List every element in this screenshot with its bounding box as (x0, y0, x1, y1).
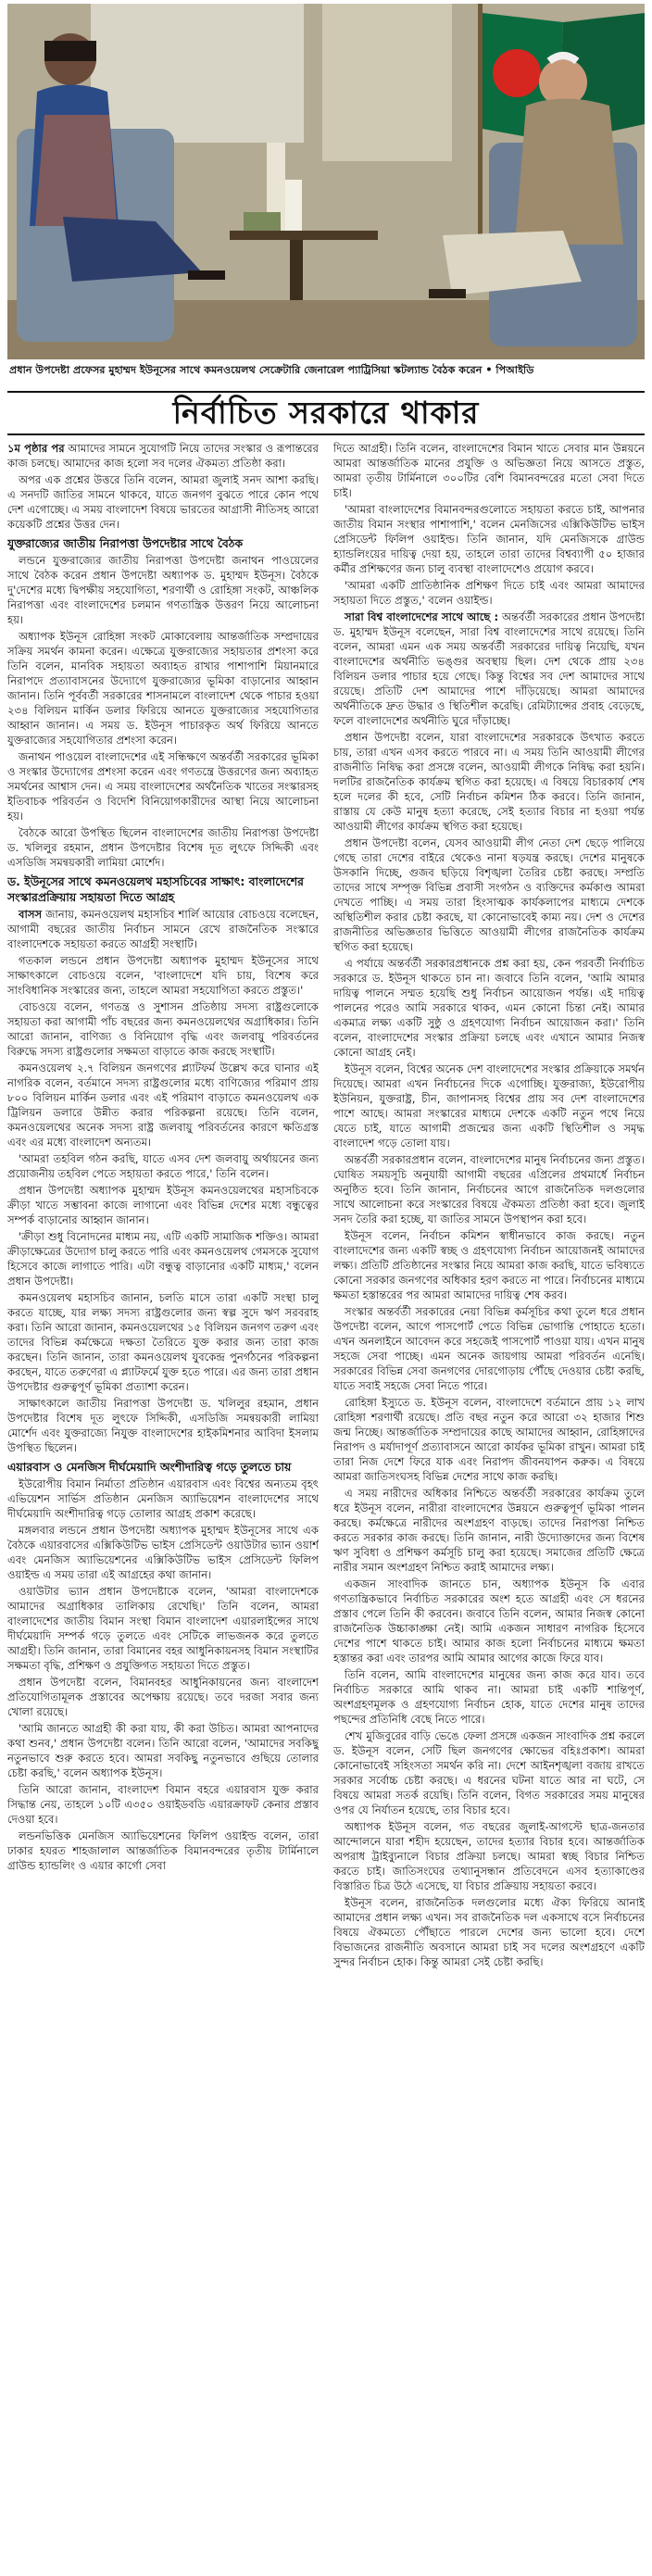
article-paragraph (7, 441, 319, 471)
paragraph-text: দিতে আগ্রহী। তিনি বলেন, বাংলাদেশের বিমান খাতে সেবার মান উন্নয়নে আমরা আন্তর্জাতিক মানের প্রযুক্তি ও অভিজ্ঞতা নিয়ে আসতে প্রস্তুত, আমরা তৃতীয় টার্মিনালে ৩০০টির বেশি বিমানবন্দরের মতো সেবা দিতে চাই। (333, 442, 645, 499)
paragraph-text: প্রধান উপদেষ্টা অধ্যাপক মুহাম্মদ ইউনূস কমনওয়েলথের মহাসচিবকে ক্রীড়া খাতে সম্ভাবনা কাজে লাগানো এবং বিভিন্ন দেশের মধ্যে বন্ধুত্বের সম্পর্ক বাড়ানোর আহ্বান জানান। (7, 1184, 319, 1226)
article-paragraph (333, 1062, 645, 1150)
article-paragraph (333, 578, 645, 608)
paragraph-text: মঙ্গলবার লন্ডনে প্রধান উপদেষ্টা অধ্যাপক মুহাম্মদ ইউনূসের সাথে এক বৈঠকে এয়ারবাসের এক্সিকিউটিভ ভাইস প্রেসিডেন্ট ওয়াউটার ভ্যান ওয়ার্শ এবং মেনজিস অ্যাভিয়েশনের এক্সিকিউটিভ ভাইস প্রেসিডেন্ট ফিলিপ ওয়াইল্ড এ সময় তারা এই আগ্রহের কথা জানান। (7, 1524, 319, 1581)
article-paragraph (333, 1819, 645, 1893)
article-paragraph (7, 1151, 319, 1181)
photo-caption: প্রধান উপদেষ্টা প্রফেসর মুহাম্মদ ইউনূসের সাথে কমনওয়েলথ সেক্রেটারি জেনারেল প্যাট্রিসিয়া স্কটল্যান্ড বৈঠক করেন • পিআইডি (9, 364, 534, 376)
paragraph-text: প্রধান উপদেষ্টা বলেন, বিমানবহর আধুনিকায়নের জন্য বাংলাদেশ প্রতিযোগিতামূলক প্রস্তাবের অপেক্ষায় রয়েছে। তবে দরজা সবার জন্য খোলা রয়েছে। (7, 1676, 319, 1718)
paragraph-text: 'ক্রীড়া শুধু বিনোদনের মাধ্যম নয়, এটি একটি সামাজিক শক্তিও। আমরা ক্রীড়াক্ষেত্রের উদ্যোগ চালু করতে পারি এবং কমনওয়েলথ গেমসকে সুযোগ হিসেবে কাজে লাগাতে পারি। এটা বন্ধুত্ব বাড়ানোর একটি মাধ্যম,' বলেন প্রধান উপদেষ্টা। (7, 1230, 319, 1288)
article-paragraph (7, 629, 319, 748)
headline-block (7, 391, 645, 435)
article-column-left (7, 441, 319, 2568)
article-paragraph (333, 956, 645, 1060)
paragraph-text: তিনি বলেন, আমি বাংলাদেশের মানুষের জন্য কাজ করে যাব। তবে নির্বাচিত সরকারে আমি থাকব না। আমরা চাই একটি শান্তিপূর্ণ, অংশগ্রহণমূলক ও গ্রহণযোগ্য নির্বাচন হোক, যাতে দেশের মানুষ তাদের পছন্দের প্রতিনিধি বেছে নিতে পারে। (333, 1668, 645, 1726)
article-paragraph (7, 1675, 319, 1719)
paragraph-text: জনাথন পাওয়েল বাংলাদেশের এই সন্ধিক্ষণে অন্তর্বর্তী সরকারের ভূমিকা ও সংস্কার উদ্যোগের প্রশংসা করেন এবং গণতন্ত্রে উত্তরণের জন্য অব্যাহত সমর্থনের আশ্বাস দেন। এ সময় বাংলাদেশের অর্থনৈতিক খাতের সংস্কারসহ ইতিবাচক পরিবর্তন ও বিদেশি বিনিয়োগকারীদের আস্থা নিয়ে আলোচনা হয়। (7, 750, 319, 823)
article-paragraph (7, 1828, 319, 1873)
article-paragraph (333, 441, 645, 500)
paragraph-text: ইউরোপীয় বিমান নির্মাতা প্রতিষ্ঠান এয়ারবাস এবং বিশ্বের অন্যতম বৃহৎ এভিয়েশন সার্ভিস প্রতিষ্ঠান মেনজিস অ্যাভিয়েশন বাংলাদেশের সাথে দীর্ঘমেয়াদি অংশীদারিত্ব গড়ে তোলার আগ্রহ প্রকাশ করেছে। (7, 1477, 319, 1520)
article-paragraph (333, 1395, 645, 1484)
paragraph-text: জানায়, কমনওয়েলথ মহাসচিব শার্লি আয়োর বোচওয়ে বলেছেন, আগামী বছরের জাতীয় নির্বাচন সামনে রেখে রাজনৈতিক সংস্কারে বাংলাদেশকে সহায়তা করতে আগ্রহী সংস্থাটি। (7, 908, 319, 950)
paragraph-lead: বাসস (19, 908, 43, 921)
paragraph-text: অধ্যাপক ইউনূস রোহিঙ্গা সংকট মোকাবেলায় আন্তর্জাতিক সম্প্রদায়ের সক্রিয় সমর্থন কামনা করেন। এক্ষেত্রে যুক্তরাজ্যের সহায়তার প্রশংসা করে তিনি বলেন, মানবিক সহায়তা অব্যাহত রাখার পাশাপাশি মিয়ানমারে নিরাপদে প্রত্যাবাসনের উদ্যোগে যুক্তরাজ্যের ভূমিকা বাড়ানোর আহ্বান জানান। তিনি পূর্ববর্তী সরকারের শাসনামলে বাংলাদেশ থেকে পাচার হওয়া ২৩৪ বিলিয়ন মার্কিন ডলার ফিরিয়ে আনতে যুক্তরাজ্যের সহযোগিতার আহ্বান জানান। এ সময় ড. ইউনূস পাচারকৃত অর্থ ফিরিয়ে আনতে যুক্তরাজ্যের সহযোগিতার প্রশংসা করেন। (7, 630, 319, 747)
article-paragraph (7, 953, 319, 998)
article-body (7, 441, 645, 2568)
paragraph-text: লন্ডনে যুক্তরাজ্যের জাতীয় নিরাপত্তা উপদেষ্টা জনাথন পাওয়েলের সাথে বৈঠক করেন প্রধান উপদেষ্টা অধ্যাপক ড. মুহাম্মদ ইউনূস। বৈঠকে দু'দেশের মধ্যে দ্বিপক্ষীয় সহযোগিতা, শরণার্থী ও রোহিঙ্গা সংকট, আঞ্চলিক নিরাপত্তা এবং বাংলাদেশের চলমান গণতান্ত্রিক উত্তরণ নিয়ে আলোচনা হয়। (7, 554, 319, 626)
article-paragraph (7, 553, 319, 627)
paragraph-text: তিনি আরো জানান, বাংলাদেশ বিমান বহরে এয়ারবাস যুক্ত করার সিদ্ধান্ত নেয়, তাহলে ১০টি এ৩৫০ ওয়াইডবডি এয়ারক্রাফট কেনার প্রস্তাব দেওয়া হবে। (7, 1783, 319, 1826)
article-paragraph (333, 730, 645, 834)
paragraph-text: 'আমি জানতে আগ্রহী কী করা যায়, কী করা উচিত। আমরা আপনাদের কথা শুনব,' প্রধান উপদেষ্টা বলেন। তিনি আরো বলেন, 'আমাদের সবকিছু নতুনভাবে শুরু করতে হবে। আমরা সবকিছু নতুনভাবে গুছিয়ে তোলার চেষ্টা করছি,' বলেন অধ্যাপক ইউনূস। (7, 1722, 319, 1779)
paragraph-text: 'আমরা একটি প্রাতিষ্ঠানিক প্রশিক্ষণ দিতে চাই এবং আমরা আমাদের সহায়তা দিতে প্রস্তুত,' বলেন ওয়াইল্ড। (333, 579, 645, 607)
news-photo (7, 4, 645, 359)
paragraph-text: বৈঠকে আরো উপস্থিত ছিলেন বাংলাদেশের জাতীয় নিরাপত্তা উপদেষ্টা ড. খলিলুর রহমান, প্রধান উপদেষ্টার বিশেষ দূত লুৎফে সিদ্দিকী এবং এসডিজি সমন্বয়কারী লামিয়া মোর্শেদ। (7, 826, 319, 869)
article-paragraph (333, 502, 645, 576)
article-paragraph (7, 907, 319, 951)
article-paragraph (7, 1290, 319, 1394)
article-paragraph (7, 1782, 319, 1827)
paragraph-lead: ১ম পৃষ্ঠার পর (7, 442, 65, 455)
article-paragraph (333, 836, 645, 954)
article-paragraph (333, 1486, 645, 1575)
meeting-photo-illustration (7, 4, 645, 359)
section-subhead: যুক্তরাজ্যের জাতীয় নিরাপত্তা উপদেষ্টার সাথে বৈঠক (7, 536, 244, 550)
paragraph-text: অন্তর্বর্তী সরকারপ্রধান বলেন, বাংলাদেশের মানুষ নির্বাচনের জন্য প্রস্তুত। ঘোষিত সময়সূচি অনুযায়ী আগামী বছরের এপ্রিলের প্রথমার্ধে নির্বাচন অনুষ্ঠিত হবে। তিনি জানান, নির্বাচনের আগে রাজনৈতিক দলগুলোর সাথে আলোচনা করে সংস্কারের বিষয়ে ঐকমত্য প্রতিষ্ঠা করা হবে। জুলাই সনদ তৈরি করা হচ্ছে, যা জাতির সামনে উপস্থাপন করা হবে। (333, 1153, 645, 1225)
paragraph-text: রোহিঙ্গা ইস্যুতে ড. ইউনূস বলেন, বাংলাদেশে বর্তমানে প্রায় ১২ লাখ রোহিঙ্গা শরণার্থী রয়েছে। প্রতি বছর নতুন করে আরো ৩২ হাজার শিশু জন্ম নিচ্ছে। আন্তর্জাতিক সম্প্রদায়ের কাছে আমাদের আহ্বান, রোহিঙ্গাদের নিরাপদ ও মর্যাদাপূর্ণ প্রত্যাবাসনে আরো কার্যকর ভূমিকা রাখুন। আমরা চাই তারা নিজ দেশে ফিরে যাক এবং নিরাপদ জীবনযাপন করুক। এ বিষয়ে আমরা জাতিসংঘসহ বিভিন্ন দেশের সাথে কাজ করছি। (333, 1396, 645, 1483)
section-subhead: ড. ইউনূসের সাথে কমনওয়েলথ মহাসচিবের সাক্ষাৎ: বাংলাদেশের সংস্কারপ্রক্রিয়ায় সহায়তা দিতে আগ্রহ (7, 874, 304, 904)
article-paragraph (333, 1304, 645, 1393)
article-paragraph (7, 1584, 319, 1673)
paragraph-text: ওয়াউটার ভ্যান প্রধান উপদেষ্টাকে বলেন, 'আমরা বাংলাদেশকে আমাদের অগ্রাধিকার তালিকায় রেখেছি।' তিনি বলেন, আমরা বাংলাদেশের জাতীয় বিমান সংস্থা বিমান বাংলাদেশ এয়ারলাইন্সের সাথে দীর্ঘমেয়াদি সম্পর্ক গড়ে তুলতে এবং সেটিকে লাভজনক করে তুলতে আগ্রহী। তিনি জানান, তারা বিমানের বহর আধুনিকায়নসহ বিমান সংস্থাটির সক্ষমতা বৃদ্ধি, প্রশিক্ষণ ও প্রযুক্তিগত সহায়তা দিতে প্রস্তুত। (7, 1585, 319, 1672)
article-paragraph (333, 609, 645, 728)
paragraph-text: ইউনূস বলেন, বিশ্বের অনেক দেশ বাংলাদেশের সংস্কার প্রক্রিয়াকে সমর্থন দিয়েছে। আমরা এখন নির্বাচনের দিকে এগোচ্ছি। যুক্তরাজ্য, ইউরোপীয় ইউনিয়ন, যুক্তরাষ্ট্র, চীন, জাপানসহ বিশ্বের প্রায় সব দেশ বাংলাদেশের পাশে আছে। আমরা সংস্কারের মাধ্যমে দেশকে একটি নতুন পথে নিয়ে যেতে চাই, যাতে আগামী প্রজন্মের জন্য একটি স্থিতিশীল ও সমৃদ্ধ বাংলাদেশ গড়ে তোলা যায়। (333, 1062, 645, 1150)
paragraph-text: অধ্যাপক ইউনূস বলেন, গত বছরের জুলাই-আগস্টে ছাত্র-জনতার আন্দোলনে যারা শহীদ হয়েছেন, তাদের হত্যার বিচার হবে। আন্তর্জাতিক অপরাধ ট্রাইব্যুনালে বিচার প্রক্রিয়া চলছে। আমরা স্বচ্ছ বিচার নিশ্চিত করতে চাই। জাতিসংঘের তথ্যানুসন্ধান প্রতিবেদনে এসব হত্যাকাণ্ডের বিস্তারিত চিত্র উঠে এসেছে, যা বিচার প্রক্রিয়ায় সহায়তা করবে। (333, 1820, 645, 1892)
article-paragraph (7, 472, 319, 532)
paragraph-text: বোচওয়ে বলেন, গণতন্ত্র ও সুশাসন প্রতিষ্ঠায় সদস্য রাষ্ট্রগুলোকে সহায়তা করা আগামী পাঁচ বছরের জন্য কমনওয়েলথের অগ্রাধিকার। তিনি আরো জানান, বাণিজ্য ও বিনিয়োগ বৃদ্ধি এবং জলবায়ু পরিবর্তনের বিরুদ্ধে সদস্য রাষ্ট্রগুলোর সক্ষমতা বাড়াতে কাজ করছে সংস্থাটি। (7, 1000, 319, 1058)
paragraph-text: সংস্কার অন্তর্বর্তী সরকারের নেয়া বিভিন্ন কর্মসূচির কথা তুলে ধরে প্রধান উপদেষ্টা বলেন, আগে পাসপোর্ট পেতে বিভিন্ন ভোগান্তি পোহাতে হতো। এখন অনলাইনে আবেদন করে সহজেই পাসপোর্ট পাওয়া যায়। এখন মানুষ সহজে সেবা পাচ্ছে। এমন অনেক জায়গায় আমরা পরিবর্তন এনেছি। সরকারের বিভিন্ন সেবা জনগণের দোরগোড়ায় পৌঁছে দেওয়ার চেষ্টা করছি, যাতে সবাই সহজে সেবা নিতে পারে। (333, 1305, 645, 1392)
paragraph-lead: সারা বিশ্ব বাংলাদেশের সাথে আছে : (345, 610, 499, 623)
article-paragraph (7, 1476, 319, 1521)
paragraph-text: এ সময় নারীদের অধিকার নিশ্চিতে অন্তর্বর্তী সরকারের কার্যক্রম তুলে ধরে ইউনূস বলেন, নারীরা বাংলাদেশের উন্নয়নে গুরুত্বপূর্ণ ভূমিকা পালন করছে। কর্মক্ষেত্রে নারীদের অংশগ্রহণ বাড়ছে। তাদের নিরাপত্তা নিশ্চিত করতে সরকার কাজ করছে। তিনি জানান, নারী উদ্যোক্তাদের জন্য বিশেষ ঋণ সুবিধা ও প্রশিক্ষণ কর্মসূচি চালু করা হয়েছে। সমাজের প্রতিটি ক্ষেত্রে নারীর সমান অংশগ্রহণ নিশ্চিত করাই আমাদের লক্ষ্য। (333, 1487, 645, 1574)
article-paragraph (7, 749, 319, 823)
article-paragraph (333, 1895, 645, 1969)
paragraph-text: গতকাল লন্ডনে প্রধান উপদেষ্টা অধ্যাপক মুহাম্মদ ইউনূসের সাথে সাক্ষাৎকালে বোচওয়ে বলেন, 'বাংলাদেশে যদি চায়, বিশেষ করে সাংবিধানিক সংস্কারের জন্য, তাহলে আমরা সহযোগিতা করতে প্রস্তুত।' (7, 954, 319, 997)
article-paragraph (7, 1721, 319, 1780)
article-paragraph (7, 825, 319, 870)
article-paragraph (333, 1577, 645, 1665)
paragraph-text: একজন সাংবাদিক জানতে চান, অধ্যাপক ইউনূস কি এবার গণতান্ত্রিকভাবে নির্বাচিত সরকারের অংশ হতে আগ্রহী এবং সে ধরনের প্রস্তাব পেলে তিনি কী করবেন। জবাবে তিনি বলেন, আমার নিজস্ব কোনো রাজনৈতিক উচ্চাকাঙ্ক্ষা নেই। আমি একজন সাধারণ নাগরিক হিসেবে দেশের পাশে থাকতে চাই। আমার কাজ হলো নির্বাচনের মাধ্যমে ক্ষমতা হস্তান্তর করা এবং তারপর আমি আমার আগের কাজে ফিরে যাব। (333, 1577, 645, 1665)
paragraph-text: শেখ মুজিবুরের বাড়ি ভেঙে ফেলা প্রসঙ্গে একজন সাংবাদিক প্রশ্ন করলে ড. ইউনূস বলেন, সেটি ছিল জনগণের ক্ষোভের বহিঃপ্রকাশ। আমরা কোনোভাবেই সহিংসতা সমর্থন করি না। দেশে আইনশৃঙ্খলা বজায় রাখতে সরকার সর্বোচ্চ চেষ্টা করছে। এ ধরনের ঘটনা যাতে আর না ঘটে, সে বিষয়ে আমরা সতর্ক রয়েছি। তিনি বলেন, বিগত সরকারের সময় মানুষের ওপর যে নির্যাতন হয়েছে, তার বিচার হবে। (333, 1729, 645, 1816)
article-paragraph (333, 1152, 645, 1226)
paragraph-text: অন্তর্বর্তী সরকারের প্রধান উপদেষ্টা ড. মুহাম্মদ ইউনূস বলেছেন, সারা বিশ্ব বাংলাদেশের সাথে রয়েছে। তিনি বলেন, আমরা এমন এক সময় অন্তর্বর্তী সরকারের দায়িত্ব নিয়েছি, যখন বাংলাদেশের অর্থনীতি ভঙ্গুর অবস্থায় ছিল। দেশ থেকে প্রায় ২৩৪ বিলিয়ন ডলার পাচার হয়ে গেছে। কিন্তু বিশ্বের সব দেশ আমাদের সাথে রয়েছে। প্রতিটি দেশ আমাদের পাশে দাঁড়িয়েছে। আমরা আমাদের অর্থনীতিকে দ্রুত উদ্ধার ও স্থিতিশীল করেছি। রেমিট্যান্সের প্রবাহ বেড়েছে, ফলে বাংলাদেশের অর্থনীতি ঘুরে দাঁড়াচ্ছে। (333, 610, 645, 727)
paragraph-text: সাক্ষাৎকালে জাতীয় নিরাপত্তা উপদেষ্টা ড. খলিলুর রহমান, প্রধান উপদেষ্টার বিশেষ দূত লুৎফে সিদ্দিকী, এসডিজি সমন্বয়কারী লামিয়া মোর্শেদ এবং যুক্তরাজ্যে নিযুক্ত বাংলাদেশের হাইকমিশনার আবিদা ইসলাম উপস্থিত ছিলেন। (7, 1397, 319, 1454)
headline: নির্বাচিত সরকারে থাকার (172, 395, 480, 431)
paragraph-text: আমাদের সামনে সুযোগটি নিয়ে তাদের সংস্কার ও রূপান্তরের কাজ চলছে। আমাদের কাজ হলো সব দলের ঐকমত্য প্রতিষ্ঠা করা। (7, 442, 319, 470)
article-paragraph (7, 1523, 319, 1582)
section-subhead: এয়ারবাস ও মেনজিস দীর্ঘমেয়াদি অংশীদারিত্ব গড়ে তুলতে চায় (7, 1460, 292, 1474)
article-paragraph (7, 1061, 319, 1150)
article-paragraph (7, 1183, 319, 1227)
paragraph-text: 'আমরা তহবিল গঠন করছি, যাতে এসব দেশ জলবায়ু অর্থায়নের জন্য প্রয়োজনীয় তহবিল পেতে সহায়তা করতে পারে,' তিনি বলেন। (7, 1152, 319, 1180)
article-paragraph (7, 1229, 319, 1288)
article-paragraph (7, 1396, 319, 1455)
paragraph-text: কমনওয়েলথ মহাসচিব জানান, চলতি মাসে তারা একটি সংস্থা চালু করতে যাচ্ছে, যার লক্ষ্য সদস্য রাষ্ট্রগুলোর জন্য স্বল্প সুদে ঋণ সরবরাহ করা। তিনি আরো জানান, কমনওয়েলথের ১৫ বিলিয়ন জনগণ তরুণ এবং তাদের বিভিন্ন কর্মক্ষেত্রে দক্ষতা তৈরিতে যুক্ত করার জন্য তারা কাজ করছেন। তিনি জানান, তারা কমনওয়েলথ যুবকেন্দ্র পুনর্গঠনের পরিকল্পনা করছেন, যাতে তরুণেরা এ প্ল্যাটফর্মে যুক্ত হতে পারে। এর জন্য তারা প্রধান উপদেষ্টার গুরুত্বপূর্ণ ভূমিকা প্রত্যাশা করেন। (7, 1291, 319, 1393)
paragraph-text: অপর এক প্রশ্নের উত্তরে তিনি বলেন, আমরা জুলাই সনদ আশা করছি। এ সনদটি জাতির সামনে থাকবে, যাতে জনগণ বুঝতে পারে কোন পথে দেশ এগোচ্ছে। এ সময় বাংলাদেশ বিষয়ে ভারতের আগ্রাসী নীতিসহ আরো কয়েকটি প্রশ্নের উত্তর দেন। (7, 473, 319, 531)
article-paragraph (333, 1728, 645, 1817)
paragraph-text: কমনওয়েলথ ২.৭ বিলিয়ন জনগণের প্ল্যাটফর্ম উল্লেখ করে ঘানার এই নাগরিক বলেন, বর্তমানে সদস্য রাষ্ট্রগুলোর মধ্যে বাণিজ্যের পরিমাণ প্রায় ৮০০ বিলিয়ন মার্কিন ডলার এবং এই পরিমাণ বাড়াতে কমনওয়েলথ এক ট্রিলিয়ন ডলারে উন্নীত করার পরিকল্পনা রয়েছে। তিনি বলেন, কমনওয়েলথের অনেক সদস্য রাষ্ট্র জলবায়ু পরিবর্তনের কারণে ক্ষতিগ্রস্ত এবং এর মধ্যে বাংলাদেশ অন্যতম। (7, 1062, 319, 1149)
paragraph-text: ইউনূস বলেন, রাজনৈতিক দলগুলোর মধ্যে ঐক্য ফিরিয়ে আনাই আমাদের প্রধান লক্ষ্য এখন। সব রাজনৈতিক দল একসাথে বসে নির্বাচনের বিষয়ে ঐকমত্যে পৌঁছাতে পারলে দেশের জন্য ভালো হবে। দেশে বিভাজনের রাজনীতি অবসানে আমরা চাই সব দলের অংশগ্রহণে একটি সুন্দর নির্বাচন হোক। কিন্তু আমরা সেই চেষ্টা করছি। (333, 1896, 645, 1968)
paragraph-text: 'আমরা বাংলাদেশের বিমানবন্দরগুলোতে সহায়তা করতে চাই, আপনার জাতীয় বিমান সংস্থার পাশাপাশি,' বলেন মেনজিসের এক্সিকিউটিভ ভাইস প্রেসিডেন্ট ফিলিপ ওয়াইল্ড। তিনি জানান, যদি মেনজিসকে গ্রাউন্ড হ্যান্ডলিংয়ের দায়িত্ব দেয়া হয়, তাহলে তারা তাদের বিশ্বব্যাপী ৫০ হাজার কর্মীর প্রশিক্ষণের জন্য চালু ব্যবস্থা বাংলাদেশেও প্রয়োগ করবে। (333, 503, 645, 575)
article-paragraph (7, 999, 319, 1059)
paragraph-text: প্রধান উপদেষ্টা বলেন, যারা বাংলাদেশের সরকারকে উৎখাত করতে চায়, তারা এখন এসব করতে পারবে না। এ সময় তিনি আওয়ামী লীগের রাজনীতি নিষিদ্ধ করা প্রসঙ্গে বলেন, আওয়ামী লীগকে নিষিদ্ধ করা হয়নি। দলটির রাজনৈতিক কার্যক্রম স্থগিত করা হয়েছে। এ বিষয়ে বিচারকার্য শেষ হলে দলের কী হবে, সেটি নির্বাচন কমিশন ঠিক করবে। তিনি জানান, রাস্তায় যে কেউ মানুষ হত্যা করেছে, সেই হত্যার বিচার না হওয়া পর্যন্ত আওয়ামী লীগের কার্যক্রম স্থগিত করা হয়েছে। (333, 731, 645, 833)
article-paragraph (333, 1667, 645, 1727)
paragraph-text: প্রধান উপদেষ্টা বলেন, যেসব আওয়ামী লীগ নেতা দেশ ছেড়ে পালিয়ে গেছে তারা দেশের বাইরে থেকেও নানা ষড়যন্ত্র করছে। দেশের মানুষকে উসকানি দিচ্ছে, গুজব ছড়িয়ে বিশৃঙ্খলা তৈরির চেষ্টা করছে। সম্প্রতি তাদের সাথে সম্পৃক্ত বিভিন্ন প্রবাসী সংগঠন ও ব্যক্তিদের কর্মকাণ্ড আমরা দেখতে পাচ্ছি। এ সময় তারা হিংসাত্মক কার্যকলাপের মাধ্যমে দেশকে অস্থিতিশীল করার চেষ্টা করছে, যা কোনোভাবেই কাম্য নয়। দেশ ও দেশের রাজনীতির অভিজ্ঞতার ভিত্তিতে আওয়ামী লীগের রাজনৈতিক কার্যক্রম স্থগিত করা হয়েছে। (333, 836, 645, 953)
paragraph-text: এ পর্যায়ে অন্তর্বর্তী সরকারপ্রধানকে প্রশ্ন করা হয়, কেন পরবর্তী নির্বাচিত সরকারে ড. ইউনূস থাকতে চান না। জবাবে তিনি বলেন, 'আমি আমার দায়িত্ব পালনে সম্মত হয়েছি শুধু নির্বাচন আয়োজন পর্যন্ত। এই দায়িত্ব পালনের পরেও আমি সরকারে থাকব, এমন কোনো চিন্তা নেই। আমার একমাত্র লক্ষ্য একটি সুষ্ঠু ও গ্রহণযোগ্য নির্বাচন আয়োজন করা।' তিনি বলেন, বাংলাদেশের সংস্কার প্রক্রিয়া চলছে এবং এখানে আমার নিজস্ব কোনো আগ্রহ নেই। (333, 957, 645, 1059)
article-paragraph (333, 1228, 645, 1302)
article-column-right (333, 441, 645, 2568)
paragraph-text: ইউনূস বলেন, নির্বাচন কমিশন স্বাধীনভাবে কাজ করছে। নতুন বাংলাদেশের জন্য একটি স্বচ্ছ ও গ্রহণযোগ্য নির্বাচন আয়োজনই আমাদের লক্ষ্য। প্রতিটি প্রতিষ্ঠানের সংস্কার নিয়ে আমরা কাজ করছি, যাতে ভবিষ্যতে কোনো সরকার জনগণের অধিকার হরণ করতে না পারে। নির্বাচনের মাধ্যমে ক্ষমতা হস্তান্তরের পর আমরা আমাদের দায়িত্ব শেষ করব। (333, 1229, 645, 1301)
paragraph-text: লন্ডনভিত্তিক মেনজিস অ্যাভিয়েশনের ফিলিপ ওয়াইল্ড বলেন, তারা ঢাকার হযরত শাহজালাল আন্তর্জাতিক বিমানবন্দরের তৃতীয় টার্মিনালে গ্রাউন্ড হ্যান্ডলিং ও এয়ার কার্গো সেবা (7, 1829, 319, 1872)
